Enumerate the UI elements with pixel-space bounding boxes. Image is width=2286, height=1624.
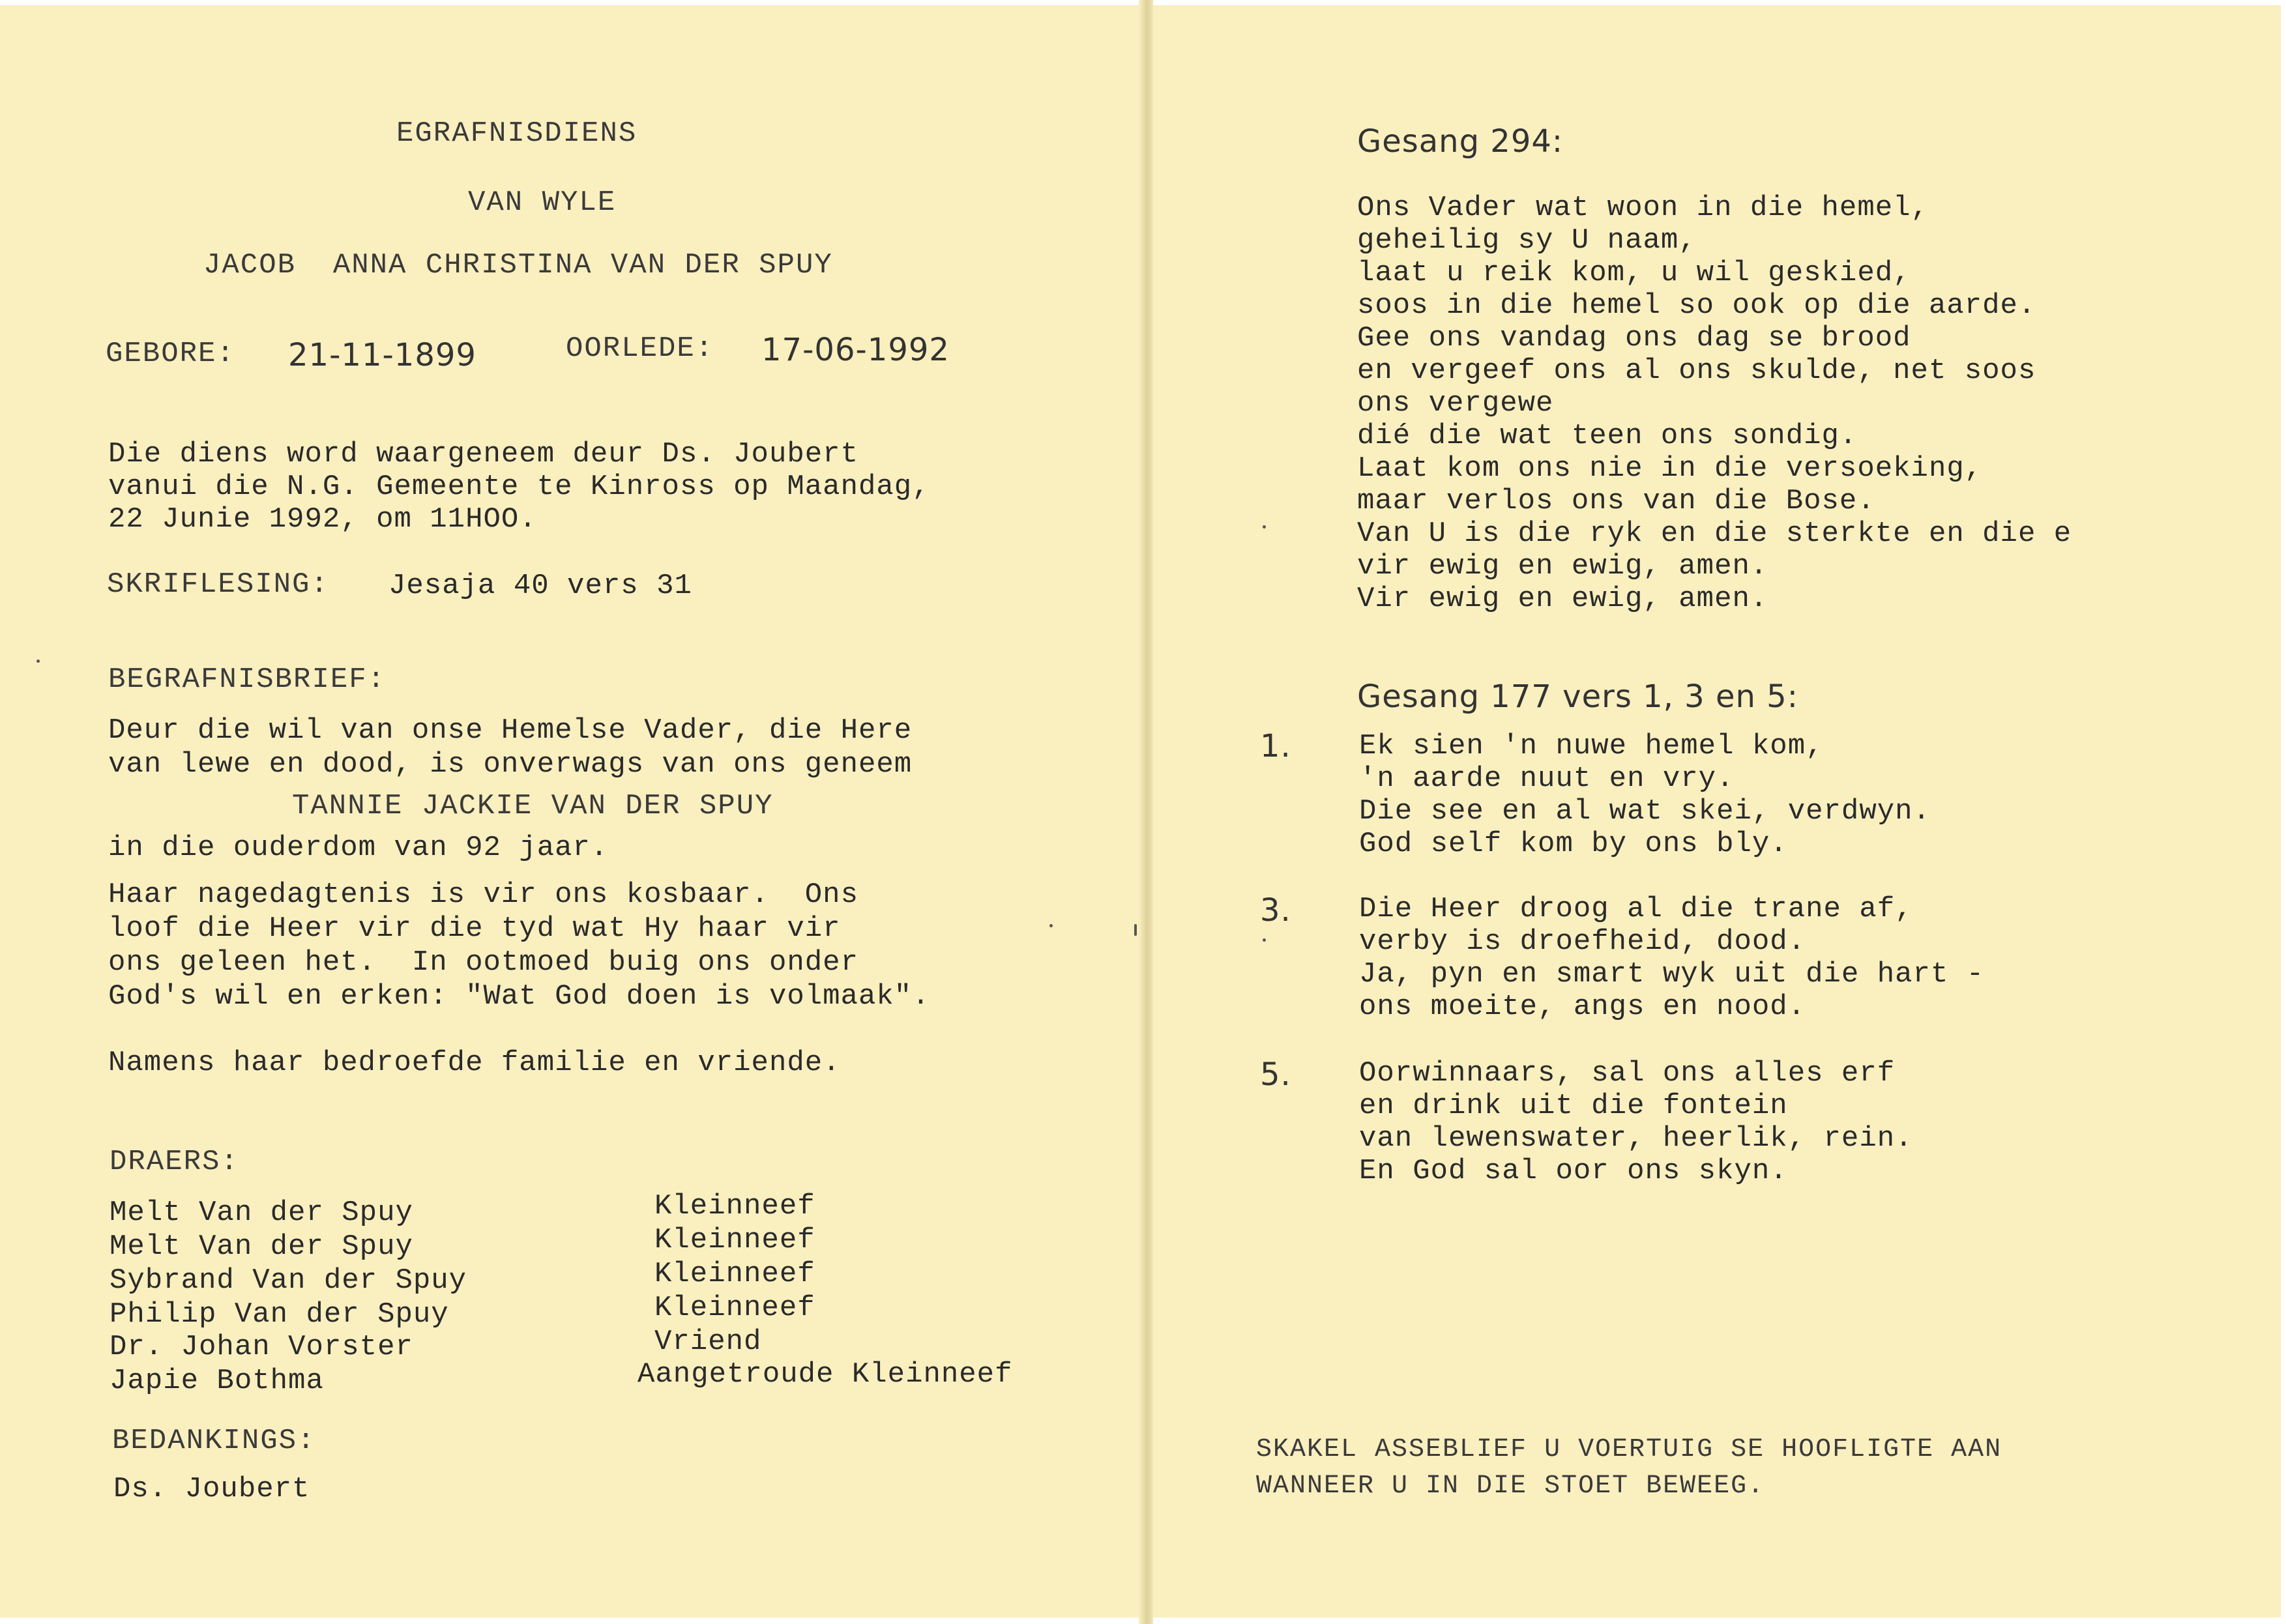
- hymn-line: Gee ons vandag ons dag se brood: [1357, 322, 1911, 355]
- born-date: 21-11-1899: [288, 337, 476, 373]
- hymn-line: geheilig sy U naam,: [1357, 224, 1697, 257]
- reading-text: Jesaja 40 vers 31: [388, 570, 692, 602]
- verse-line: ons moeite, angs en nood.: [1359, 991, 1806, 1023]
- letter-line: God's wil en erken: "Wat God doen is volmaak".: [108, 980, 930, 1013]
- letter-deceased-name: TANNIE JACKIE VAN DER SPUY: [292, 790, 774, 822]
- verse-line: God self kom by ons bly.: [1359, 828, 1788, 860]
- verse-number: 1.: [1260, 728, 1291, 764]
- ink-mark: [1134, 924, 1137, 936]
- service-line: Die diens word waargeneem deur Ds. Joubert: [108, 438, 858, 471]
- hymn-line: vir ewig en ewig, amen.: [1357, 550, 1768, 583]
- verse-line: 'n aarde nuut en vry.: [1359, 762, 1735, 795]
- hymn-line: Vir ewig en ewig, amen.: [1357, 583, 1768, 615]
- hymn-line: soos in die hemel so ook op die aarde.: [1357, 289, 2036, 322]
- thanks-name: Ds. Joubert: [113, 1473, 310, 1505]
- bearer-relation: Kleinneef: [654, 1224, 815, 1256]
- hymn2-title: Gesang 177 vers 1, 3 en 5:: [1357, 678, 1798, 715]
- bearer-name: Melt Van der Spuy: [110, 1196, 413, 1229]
- bearer-name: Melt Van der Spuy: [110, 1230, 413, 1263]
- hymn-line: Ons Vader wat woon in die hemel,: [1357, 192, 1929, 224]
- bearer-relation: Kleinneef: [654, 1190, 815, 1223]
- ink-speck: [37, 660, 40, 663]
- verse-line: Oorwinnaars, sal ons alles erf: [1359, 1057, 1896, 1090]
- bearer-name: Philip Van der Spuy: [110, 1298, 449, 1331]
- service-line: vanui die N.G. Gemeente te Kinross op Maandag,: [108, 471, 930, 503]
- bearer-relation: Kleinneef: [654, 1292, 815, 1324]
- ink-speck: [1263, 938, 1266, 942]
- letter-line: loof die Heer vir die tyd wat Hy haar vir: [108, 912, 841, 945]
- hymn-line: en vergeef ons al ons skulde, net soos: [1357, 355, 2036, 387]
- ink-speck: [1049, 924, 1053, 927]
- verse-line: en drink uit die fontein: [1359, 1090, 1788, 1122]
- letter-line: Haar nagedagtenis is vir ons kosbaar. Ons: [108, 878, 858, 911]
- verse-line: van lewenswater, heerlik, rein.: [1359, 1122, 1913, 1155]
- born-label: GEBORE:: [106, 338, 235, 370]
- verse-number: 3.: [1260, 892, 1291, 929]
- hymn-line: Van U is die ryk en die sterkte en die e: [1357, 517, 2072, 550]
- verse-line: Die see en al wat skei, verdwyn.: [1359, 795, 1931, 828]
- letter-line: ons geleen het. In ootmoed buig ons onder: [108, 946, 858, 979]
- ink-speck: [1263, 525, 1266, 529]
- died-date: 17-06-1992: [761, 332, 950, 368]
- bearer-name: Japie Bothma: [110, 1365, 324, 1397]
- bearer-relation: Kleinneef: [654, 1258, 815, 1290]
- verse-line: Ek sien 'n nuwe hemel kom,: [1359, 730, 1824, 762]
- document-subtitle: VAN WYLE: [468, 186, 617, 219]
- hymn-line: dié die wat teen ons sondig.: [1357, 420, 1858, 452]
- died-label: OORLEDE:: [566, 332, 714, 365]
- verse-line: verby is droefheid, dood.: [1359, 925, 1806, 958]
- verse-line: En God sal oor ons skyn.: [1359, 1155, 1788, 1187]
- family-line: Namens haar bedroefde familie en vriende.: [108, 1047, 841, 1079]
- letter-line: Deur die wil van onse Hemelse Vader, die Here: [108, 714, 913, 747]
- hymn-line: ons vergewe: [1357, 387, 1554, 420]
- right-page: [1153, 0, 2286, 1624]
- bearer-name: Dr. Johan Vorster: [110, 1331, 413, 1363]
- letter-label: BEGRAFNISBRIEF:: [108, 663, 387, 696]
- document-title: EGRAFNISDIENS: [396, 117, 637, 150]
- bearer-relation: Aangetroude Kleinneef: [637, 1358, 1013, 1391]
- deceased-name: JACOB ANNA CHRISTINA VAN DER SPUY: [203, 249, 833, 282]
- verse-line: Ja, pyn en smart wyk uit die hart -: [1359, 958, 1985, 991]
- hymn-line: Laat kom ons nie in die versoeking,: [1357, 452, 1983, 485]
- thanks-label: BEDANKINGS:: [112, 1425, 316, 1457]
- bearer-relation: Vriend: [654, 1326, 762, 1358]
- bearer-name: Sybrand Van der Spuy: [110, 1264, 467, 1297]
- bearers-label: DRAERS:: [110, 1146, 239, 1178]
- hymn-line: laat u reik kom, u wil geskied,: [1357, 257, 1911, 289]
- left-page: [0, 0, 1139, 1624]
- service-line: 22 Junie 1992, om 11HOO.: [108, 503, 537, 536]
- verse-number: 5.: [1260, 1056, 1291, 1093]
- letter-line: in die ouderdom van 92 jaar.: [108, 832, 609, 864]
- hymn-line: maar verlos ons van die Bose.: [1357, 485, 1875, 517]
- verse-line: Die Heer droog al die trane af,: [1359, 893, 1913, 925]
- hymn1-title: Gesang 294:: [1357, 123, 1564, 160]
- page-fold: [1139, 0, 1153, 1624]
- notice-line: WANNEER U IN DIE STOET BEWEEG.: [1256, 1472, 1765, 1501]
- notice-line: SKAKEL ASSEBLIEF U VOERTUIG SE HOOFLIGTE AAN: [1256, 1435, 2002, 1464]
- reading-label: SKRIFLESING:: [107, 568, 329, 601]
- letter-line: van lewe en dood, is onverwags van ons geneem: [108, 748, 913, 781]
